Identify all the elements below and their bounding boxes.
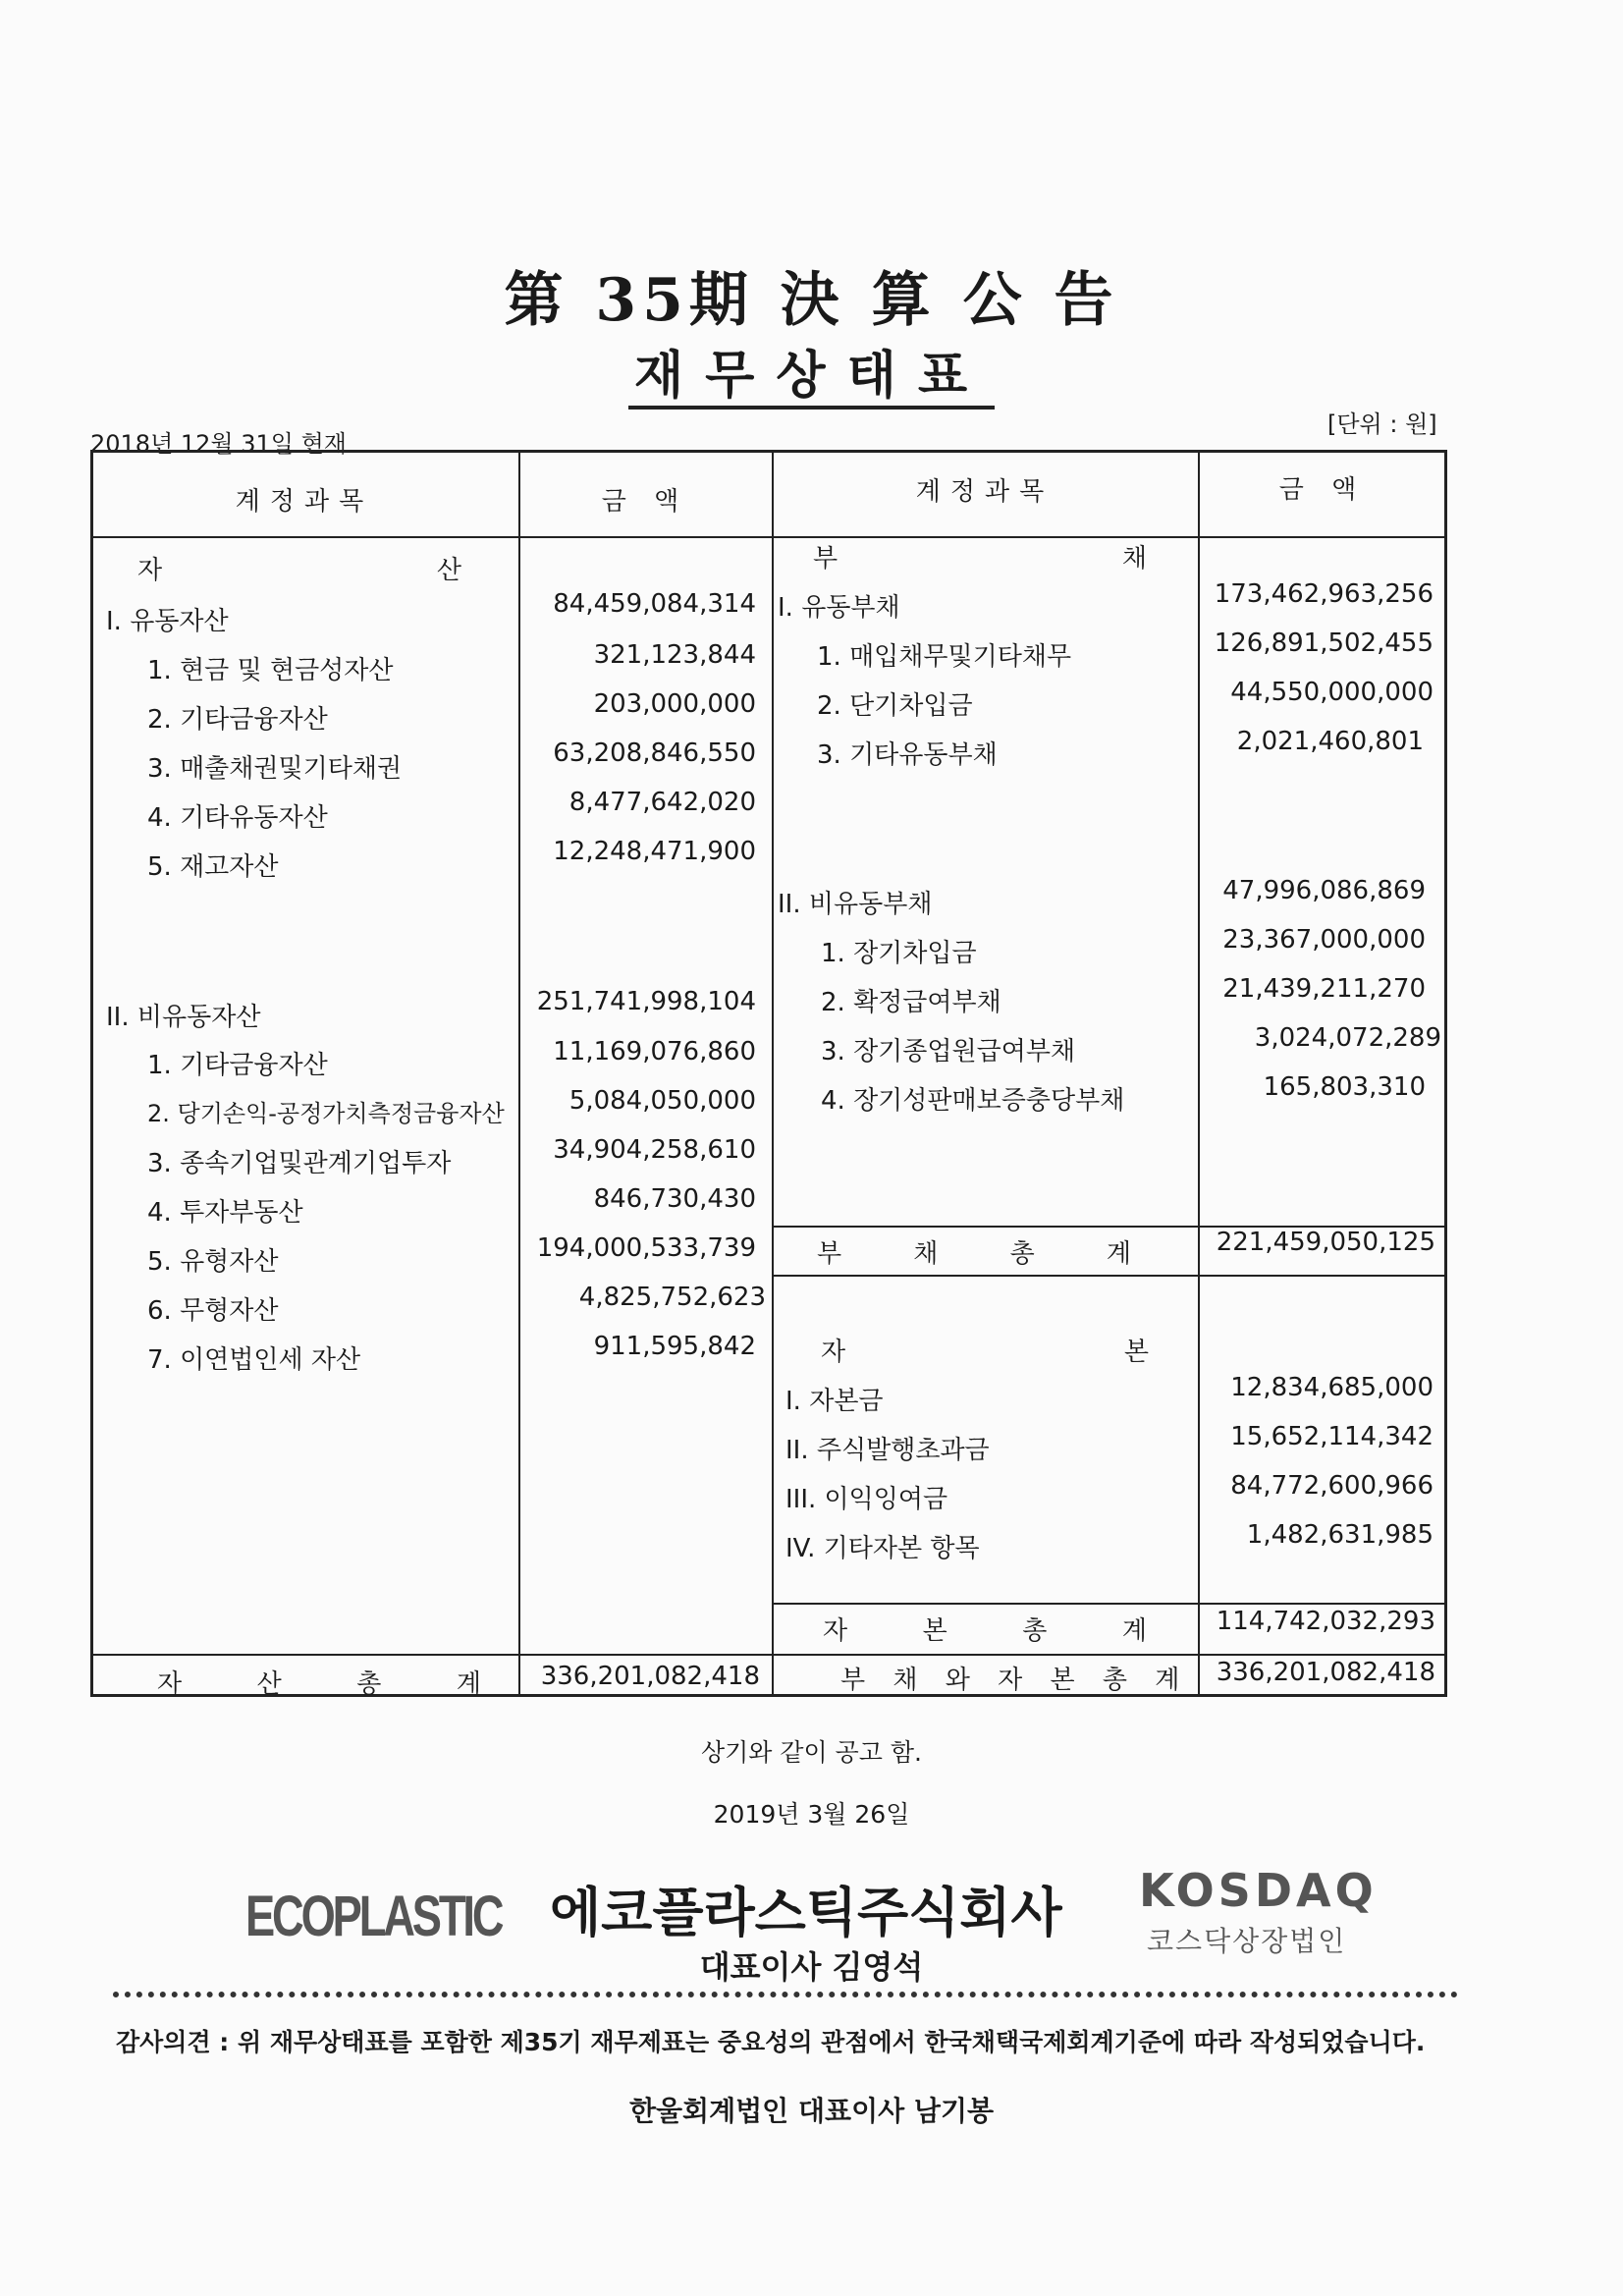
- ecoplastic-logo: ECOPLASTIC: [245, 1885, 502, 1948]
- noncurrent-asset-item-amount: 5,084,050,000: [568, 1086, 756, 1116]
- noncurrent-asset-item-label: 5. 유형자산: [147, 1247, 279, 1277]
- equity-total-amount: 114,742,032,293: [1216, 1607, 1435, 1636]
- noncurrent-liabilities-amount: 47,996,086,869: [1222, 876, 1426, 905]
- current-liabilities-amount: 173,462,963,256: [1214, 579, 1434, 609]
- liab-total-char-2: 채: [913, 1239, 939, 1269]
- unit-label: [단위 : 원]: [1327, 410, 1437, 438]
- equity-item-amount: 1,482,631,985: [1246, 1520, 1434, 1550]
- equity-total-char-2: 본: [922, 1616, 947, 1646]
- auditor-name: 한울회계법인 대표이사 남기봉: [628, 2095, 995, 2127]
- equity-item-label: IV. 기타자본 항목: [785, 1534, 980, 1563]
- noncurrent-asset-item-label: 4. 투자부동산: [147, 1198, 303, 1228]
- equity-item-label: I. 자본금: [785, 1387, 884, 1416]
- current-liability-item-amount: 126,891,502,455: [1214, 629, 1434, 658]
- noncurrent-liability-item-amount: 23,367,000,000: [1222, 925, 1426, 955]
- header-account-right: 계정과목: [915, 477, 1055, 507]
- report-date: 2018년 12월 31일 현재: [90, 430, 347, 458]
- noncurrent-liability-item-amount: 3,024,072,289: [1254, 1023, 1441, 1053]
- current-asset-item-amount: 12,248,471,900: [553, 837, 756, 866]
- equity-heading-char-2: 본: [1123, 1338, 1149, 1367]
- assets-total-label: [157, 1664, 481, 1700]
- assets-total-char-4: 계: [456, 1669, 481, 1699]
- col-divider-left: [518, 450, 520, 1697]
- liab-total-char-4: 계: [1106, 1239, 1131, 1269]
- liab-total-char-1: 부: [817, 1239, 842, 1269]
- assets-heading-char-2: 산: [436, 556, 461, 585]
- statement-title: [0, 334, 1623, 408]
- noncurrent-liability-item-label: 4. 장기성판매보증충당부채: [821, 1086, 1125, 1116]
- noncurrent-asset-item-label: 7. 이연법인세 자산: [147, 1345, 361, 1375]
- noncurrent-asset-item-label: 3. 종속기업및관계기업투자: [147, 1149, 452, 1178]
- assets-total-char-1: 자: [157, 1669, 183, 1699]
- noncurrent-liability-item-label: 2. 확정급여부채: [821, 988, 1001, 1017]
- current-liability-item-label: 3. 기타유동부채: [817, 740, 998, 770]
- current-assets-label: I. 유동자산: [106, 607, 229, 636]
- kosdaq-listed-label: 코스닥상장법인: [1147, 1925, 1347, 1957]
- header-amount-left: 금 액: [601, 487, 689, 517]
- company-name: 에코플라스틱주식회사: [550, 1882, 1062, 1943]
- assets-total-char-2: 산: [256, 1669, 282, 1699]
- liab-total-bottom: [772, 1275, 1447, 1277]
- current-assets-amount: 84,459,084,314: [553, 589, 756, 619]
- equity-section-heading: [821, 1332, 1149, 1368]
- ceo-name: 대표이사 김영석: [699, 1948, 924, 1986]
- noncurrent-asset-item-label: 1. 기타금융자산: [147, 1051, 328, 1080]
- equity-total-top: [772, 1603, 1447, 1605]
- grand-total-label: 부 채 와 자 본 총 계: [840, 1666, 1190, 1695]
- noncurrent-asset-item-amount: 194,000,533,739: [536, 1233, 756, 1263]
- liab-heading-char-2: 채: [1121, 544, 1147, 574]
- equity-item-label: III. 이익잉여금: [785, 1485, 948, 1514]
- assets-section-heading: [137, 550, 461, 586]
- current-asset-item-amount: 8,477,642,020: [568, 788, 756, 817]
- liabilities-section-heading: [813, 538, 1147, 574]
- assets-heading-char-1: 자: [137, 556, 163, 585]
- noncurrent-asset-item-amount: 34,904,258,610: [553, 1135, 756, 1165]
- current-asset-item-amount: 321,123,844: [593, 640, 756, 670]
- liabilities-total-label: [817, 1233, 1131, 1270]
- col-divider-center: [772, 450, 774, 1697]
- audit-opinion: 감사의견 : 위 재무상태표를 포함한 제35기 재무제표는 중요성의 관점에서 한국채택국제회계기준에 따라 작성되었습니다.: [116, 2028, 1426, 2056]
- header-divider: [90, 536, 1447, 538]
- current-asset-item-label: 5. 재고자산: [147, 852, 279, 882]
- current-liability-item-label: 2. 단기차입금: [817, 691, 973, 721]
- noncurrent-liabilities-label: II. 비유동부채: [778, 890, 933, 919]
- current-asset-item-label: 4. 기타유동자산: [147, 803, 328, 833]
- kosdaq-logo: KOSDAQ: [1139, 1864, 1378, 1917]
- dotted-separator: [113, 1992, 1458, 1997]
- current-liability-item-amount: 2,021,460,801: [1236, 727, 1424, 756]
- current-asset-item-amount: 203,000,000: [593, 689, 756, 719]
- noncurrent-liability-item-amount: 165,803,310: [1263, 1072, 1426, 1102]
- equity-item-amount: 15,652,114,342: [1230, 1422, 1434, 1451]
- equity-total-char-3: 총: [1022, 1616, 1048, 1646]
- equity-item-amount: 84,772,600,966: [1230, 1471, 1434, 1501]
- equity-total-char-1: 자: [823, 1616, 848, 1646]
- current-liabilities-label: I. 유동부채: [778, 593, 900, 623]
- noncurrent-liability-item-label: 1. 장기차입금: [821, 939, 977, 968]
- current-asset-item-label: 1. 현금 및 현금성자산: [147, 656, 394, 685]
- noncurrent-asset-item-label: 2. 당기손익-공정가치측정금융자산: [147, 1100, 505, 1127]
- equity-total-label: [823, 1611, 1147, 1647]
- liab-heading-char-1: 부: [813, 544, 839, 574]
- current-asset-item-label: 2. 기타금융자산: [147, 705, 328, 735]
- liab-total-char-3: 총: [1009, 1239, 1035, 1269]
- assets-total-divider: [90, 1654, 772, 1656]
- publication-date: 2019년 3월 26일: [713, 1800, 910, 1829]
- announcement-title: 第 35期 決 算 公 告: [504, 266, 1119, 335]
- equity-total-char-4: 계: [1121, 1616, 1147, 1646]
- header-amount-right: 금 액: [1278, 475, 1367, 505]
- equity-item-label: II. 주식발행초과금: [785, 1436, 990, 1465]
- noncurrent-asset-item-amount: 4,825,752,623: [578, 1283, 766, 1312]
- noncurrent-asset-item-amount: 846,730,430: [593, 1184, 756, 1214]
- grand-total-top: [772, 1654, 1447, 1656]
- liabilities-total-amount: 221,459,050,125: [1216, 1228, 1435, 1257]
- noncurrent-liability-item-amount: 21,439,211,270: [1222, 974, 1426, 1004]
- noncurrent-assets-label: II. 비유동자산: [106, 1003, 261, 1032]
- grand-total-amount: 336,201,082,418: [1216, 1658, 1435, 1687]
- current-liability-item-amount: 44,550,000,000: [1230, 678, 1434, 707]
- assets-total-amount: 336,201,082,418: [540, 1662, 760, 1691]
- equity-item-amount: 12,834,685,000: [1230, 1373, 1434, 1402]
- statement-title-text: 재무상태표: [628, 347, 995, 410]
- current-asset-item-label: 3. 매출채권및기타채권: [147, 754, 403, 784]
- header-account-left: 계정과목: [235, 487, 374, 517]
- announcement-statement: 상기와 같이 공고 함.: [701, 1738, 922, 1767]
- noncurrent-liability-item-label: 3. 장기종업원급여부채: [821, 1037, 1076, 1066]
- noncurrent-asset-item-amount: 911,595,842: [593, 1332, 756, 1361]
- noncurrent-assets-amount: 251,741,998,104: [536, 987, 756, 1016]
- equity-heading-char-1: 자: [821, 1338, 846, 1367]
- current-asset-item-amount: 63,208,846,550: [553, 738, 756, 768]
- assets-total-char-3: 총: [356, 1669, 382, 1699]
- current-liability-item-label: 1. 매입채무및기타채무: [817, 642, 1072, 672]
- noncurrent-asset-item-amount: 11,169,076,860: [553, 1037, 756, 1066]
- noncurrent-asset-item-label: 6. 무형자산: [147, 1296, 279, 1326]
